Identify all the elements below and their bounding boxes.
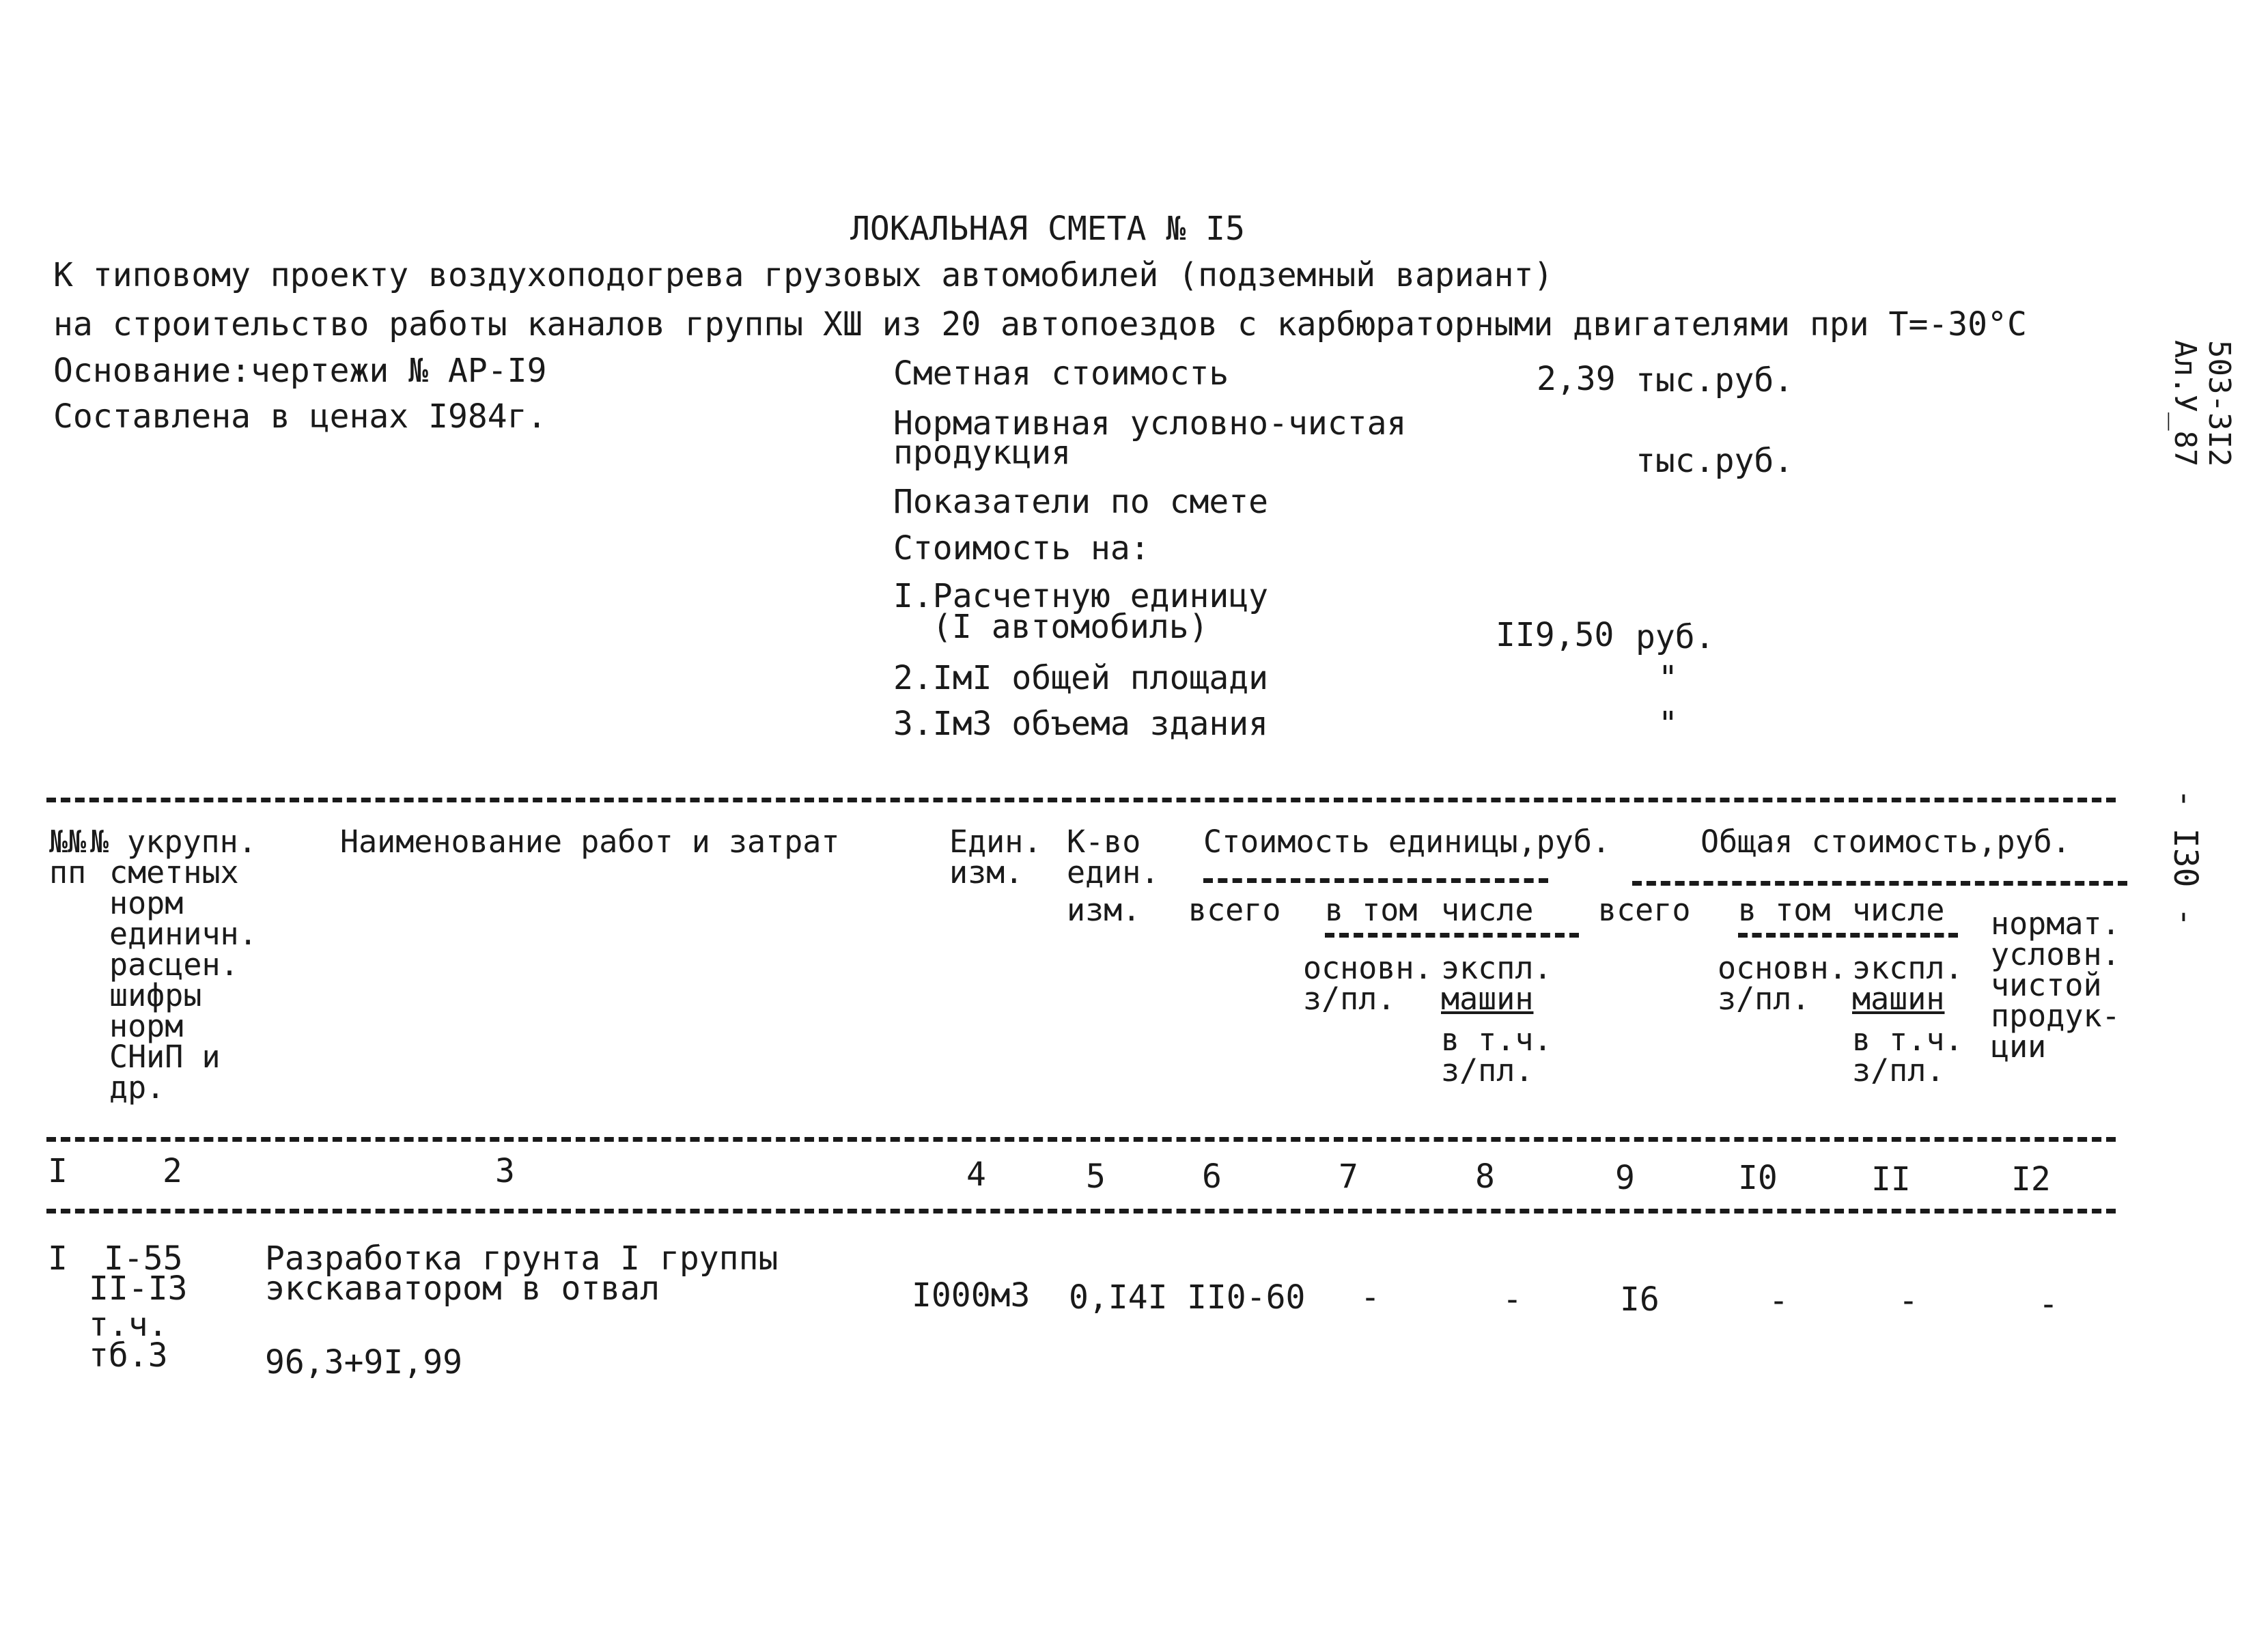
cost-unit: тыс.руб. (1636, 361, 1794, 399)
document-title: ЛОКАЛЬНАЯ СМЕТА № I5 (850, 210, 1245, 248)
header-sum-incl-a: в том (1738, 892, 1831, 928)
column-numbers-bottom-rule (46, 1209, 2116, 1213)
header-norm-1: условн. (1991, 936, 2120, 972)
header-unit-mach-a: экспл. (1441, 950, 1552, 986)
row-unit-mach: - (1502, 1280, 1522, 1319)
header-codes-4: расцен. (109, 946, 239, 983)
header-norm-0: нормат. (1991, 906, 2120, 942)
header-unit-mach-d: з/пл. (1441, 1052, 1534, 1089)
header-norm-2: чистой (1991, 967, 2102, 1003)
header-norm-4: ции (1991, 1028, 2047, 1065)
colnum-11: II (1871, 1160, 1911, 1198)
cost-value: 2,39 (1537, 360, 1616, 398)
basis-line: Основание:чертежи № АР-I9 (53, 352, 547, 390)
header-unit-cost-group: Стоимость единицы,руб. (1203, 824, 1611, 860)
page-number: - I30 - (2166, 789, 2204, 927)
row-number: I (48, 1239, 68, 1278)
row-sum-norm: - (2039, 1285, 2058, 1323)
item3-mark: " (1658, 705, 1678, 743)
prices-line: Составлена в ценах I984г. (53, 397, 547, 436)
indicators-label: Показатели по смете (893, 483, 1269, 521)
header-num-a: №№ (49, 824, 87, 860)
header-num-b: пп (49, 854, 87, 890)
row-unit: I000м3 (912, 1276, 1031, 1315)
header-unit-main-1: з/пл. (1303, 981, 1396, 1017)
item1-value: II9,50 (1496, 616, 1614, 654)
header-sum-mach-b: машин (1852, 981, 1945, 1017)
row-code-0: I-55 (104, 1239, 183, 1278)
sum-incl-rule (1738, 933, 1958, 938)
header-unit-incl-a: в том (1325, 892, 1418, 928)
item1-unit: руб. (1636, 618, 1715, 656)
header-unit-main-0: основн. (1303, 950, 1433, 986)
colnum-8: 8 (1475, 1157, 1495, 1196)
row-code-3: тб.3 (89, 1336, 168, 1375)
header-sum-mach-a: экспл. (1852, 950, 1963, 986)
norm-unit: тыс.руб. (1636, 442, 1794, 480)
header-unit-total: всего (1188, 892, 1281, 928)
colnum-10: I0 (1738, 1159, 1778, 1197)
norm-label-1: Нормативная условно-чистая (893, 404, 1407, 443)
item2-label: 2.IмІ общей площади (893, 659, 1269, 697)
item1-line2: (I автомобиль) (932, 608, 1209, 646)
row-sum-total: I6 (1620, 1280, 1660, 1319)
row-unit-main: - (1360, 1278, 1380, 1317)
project-line-1: К типовому проекту воздухоподогрева грузовых автомобилей (подземный вариант) (53, 256, 1554, 294)
item3-label: 3.Iм3 объема здания (893, 705, 1269, 743)
colnum-7: 7 (1339, 1157, 1358, 1196)
colnum-1: I (48, 1152, 68, 1190)
row-formula: 96,3+9I,99 (265, 1343, 462, 1381)
cost-label: Сметная стоимость (893, 354, 1229, 393)
total-cost-group-rule (1632, 881, 2127, 886)
header-total-cost-group: Общая стоимость,руб. (1700, 824, 2071, 860)
header-sum-main-1: з/пл. (1718, 981, 1810, 1017)
header-unit-0: Един. (949, 824, 1042, 860)
item1-line1: I.Расчетную единицу (893, 577, 1269, 615)
header-unit-mach-b: машин (1441, 981, 1534, 1017)
header-codes-5: шифры (109, 977, 202, 1013)
header-norm-3: продук- (1991, 998, 2120, 1034)
header-sum-mach-d: з/пл. (1852, 1052, 1945, 1089)
cost-on-label: Стоимость на: (893, 529, 1150, 567)
header-qty-0: К-во (1067, 824, 1141, 860)
colnum-9: 9 (1615, 1159, 1635, 1197)
unit-cost-group-rule (1203, 878, 1548, 883)
colnum-12: I2 (2011, 1160, 2051, 1198)
header-codes-3: единичн. (109, 916, 257, 952)
header-codes-1: сметных (109, 854, 239, 890)
header-unit-1: изм. (949, 854, 1024, 890)
header-sum-incl-b: числе (1852, 892, 1945, 928)
column-numbers-top-rule (46, 1137, 2116, 1142)
header-qty-1: един. (1067, 854, 1160, 890)
colnum-2: 2 (163, 1152, 182, 1190)
header-unit-incl-b: числе (1441, 892, 1534, 928)
colnum-3: 3 (495, 1152, 515, 1190)
header-codes-0: № укрупн. (90, 824, 257, 860)
row-name-line-0: Разработка грунта I группы (265, 1239, 779, 1278)
colnum-5: 5 (1086, 1157, 1106, 1196)
table-top-rule (46, 798, 2116, 802)
row-code-1: II-I3 (89, 1269, 188, 1308)
header-codes-6: норм (109, 1008, 184, 1044)
project-line-2: на строительство работы каналов группы ХШ из 20 автопоездов с карбюраторными двигателями при Т=-30°С (53, 305, 2027, 343)
header-sum-total: всего (1598, 892, 1691, 928)
header-unit-mach-c: в т.ч. (1441, 1022, 1552, 1058)
unit-incl-rule (1325, 933, 1579, 938)
side-sheet: Ал.У_87 (2168, 340, 2202, 467)
item2-mark: " (1658, 659, 1678, 697)
header-sum-mach-c: в т.ч. (1852, 1022, 1963, 1058)
row-sum-main: - (1769, 1282, 1789, 1320)
header-sum-main-0: основн. (1718, 950, 1847, 986)
header-codes-8: др. (109, 1069, 165, 1106)
colnum-4: 4 (966, 1155, 986, 1194)
header-work-name: Наименование работ и затрат (340, 824, 840, 860)
side-code: 503-3I2 (2202, 340, 2237, 467)
row-qty: 0,I4I (1069, 1278, 1168, 1317)
header-qty-2: изм. (1067, 892, 1141, 928)
header-codes-2: норм (109, 885, 184, 921)
row-unit-total: II0-60 (1187, 1278, 1306, 1317)
norm-label-2: продукция (893, 434, 1072, 472)
header-codes-7: СНиП и (109, 1039, 221, 1075)
row-name-line-1: экскаватором в отвал (265, 1269, 660, 1308)
colnum-6: 6 (1202, 1157, 1222, 1196)
row-sum-mach: - (1899, 1282, 1918, 1320)
row-code-2: т.ч. (89, 1306, 168, 1344)
